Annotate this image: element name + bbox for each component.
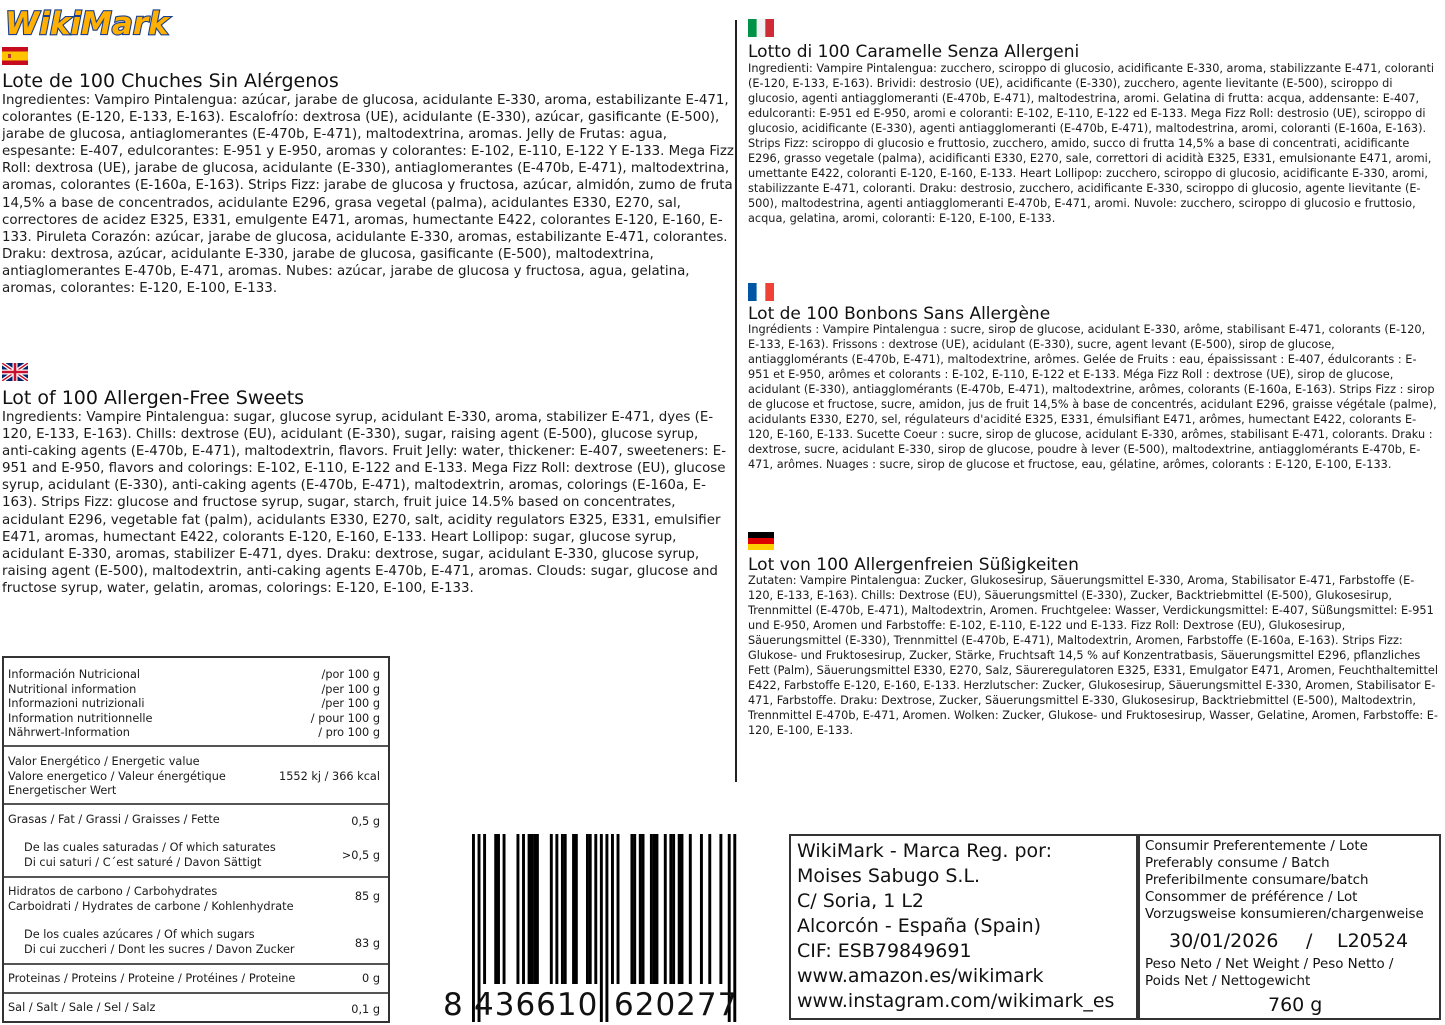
protein-value: 0 g	[362, 972, 380, 985]
lot-info-box	[1138, 834, 1441, 1020]
table-divider	[4, 963, 388, 965]
barcode-bar	[611, 834, 614, 984]
en-title: Lot of 100 Allergen-Free Sweets	[2, 387, 305, 409]
lot-label: Consumir Preferentemente / Lote	[1145, 839, 1368, 854]
de-title: Lot von 100 Allergenfreien Süßigkeiten	[748, 555, 1079, 575]
barcode-bar	[561, 834, 564, 984]
lot-label: Preferibilmente consumare/batch	[1145, 873, 1369, 888]
instagram-link: www.instagram.com/wikimark_es	[797, 990, 1115, 1012]
batch-number: L20524	[1337, 930, 1409, 952]
company-line: CIF: ESB79849691	[797, 940, 972, 962]
barcode-bar	[719, 834, 722, 984]
barcode-bar	[639, 834, 642, 984]
table-divider	[4, 803, 388, 805]
barcode-bar	[483, 834, 486, 984]
lot-label: Consommer de préférence / Lot	[1145, 890, 1358, 905]
date-batch-separator: /	[1306, 930, 1313, 952]
barcode-bar	[605, 834, 608, 1022]
barcode-bar	[530, 834, 533, 984]
barcode-bar	[681, 834, 684, 984]
de-ingredients: Zutaten: Vampire Pintalengua: Zucker, Glukosesirup, Säuerungsmittel E-330, Aroma, Stabilisator E-471, Farbstoffe (E-120, E-133, E-163). Chills: Dextrose (EU), Säuerungsmittel (E-330), Zucker, Backtriebmittel (E-500), Glukosesirup, Trennmittel (E-470b, E-471), Maltodextrin, Aromen. Fruchtgelee: Wasser, Verdickungsmittel: E-407, Süßungsmittel: E-951 und E-950, Aromen und Farbstoffe: E-102, E-110, E-122 und E-133. Fizz Roll: Dextrose (EU), Glukosesirup, Säuerungsmittel (E-330), Trennmittel (E-470b, E-471), Maltodextrin, Aromen, Farbstoffe (E-160a, E-163). Strips Fizz: Glukose- und Fruktosesirup, Zucker, Stärke, Fruchtsaft 14,5 % auf Konzentratbasis, Säuerungsmittel E296, pflanzliches Fett (Palm), Säuerungsmittel E330, E270, Salz, Säureregulatoren E325, E331, Emulgator E471, Aromen, Feuchthaltemittel E422, Farbstoffe E-120, E-160, E-133. Herzlutscher: Zucker, Glukosesirup, Säuerungsmittel E-330, Aromen, Stabilisator E-471, Farbstoffe. Draku: Dextrose, Zucker, Säuerungsmittel E-330, Glukosesirup, Backtriebmittel (E-500), Maltodextrin, Trennmittel E-470b, E-471, Aromen. Wolken: Zucker, Glukose- und Fruktosesirup, Wasser, Gelatine, Aromen, Farbstoffe: E-120, E-100, E-133.	[748, 574, 1439, 737]
barcode-bar	[708, 834, 711, 984]
barcode-bar	[655, 834, 658, 984]
barcode-bar	[589, 834, 592, 984]
sugars-value: 83 g	[354, 936, 380, 950]
barcode-bar	[689, 834, 692, 984]
barcode-bar	[642, 834, 645, 984]
barcode-bar	[700, 834, 703, 984]
barcode-bar	[564, 834, 567, 984]
carbs-value: 85 g	[354, 890, 380, 903]
net-weight-value: 760 g	[1268, 994, 1323, 1016]
column-divider	[735, 20, 737, 782]
saturates-value: >0,5 g	[341, 848, 380, 862]
company-info-box	[789, 834, 1138, 1020]
en-ingredients: Ingredients: Vampire Pintalengua: sugar, glucose syrup, acidulant E-330, aroma, stabilizer E-471, dyes (E-120, E-133, E-163). Chills: dextrose (EU), acidulant (E-330), sugar, raising agent (E-500), glucose syrup, anti-caking agents (E-470b, E-471), maltodextrin, flavors. Fruit Jelly: water, thickener: E-407, sweeteners: E-951 and E-950, flavors and colorings: E-102, E-110, E-122 and E-133. Mega Fizz Roll: dextrose (EU), glucose syrup, acidulant (E-330), anti-caking agents (E-470b, E-471), maltodextrin, aromas, colorings (E-160a, E-163). Strips Fizz: glucose and fructose syrup, sugar, starch, fruit juice 14.5% based on concentrates, acidulant E296, vegetable fat (palm), acidulants E330, E270, salt, acidity regulators E325, E331, emulsifier E471, aromas, humectant E422, colorants E-120, E-160, E-133. Heart Lollipop: sugar, glucose syrup, acidulant E-330, aromas, stabilizer E-471, dyes. Draku: dextrose, sugar, acidulant E-330, glucose syrup, raising agent (E-500), maltodextrin, anti-caking agents E-470b, E-471, aromas. Clouds: sugar, glucose and fructose syrup, water, gelatin, aromas, colorings: E-120, E-100, E-133.	[2, 410, 727, 596]
barcode-bar	[678, 834, 681, 984]
it-ingredients: Ingredienti: Vampire Pintalengua: zucchero, sciroppo di glucosio, acidificante E-330, aroma, stabilizzante E-471, coloranti (E-120, E-133, E-163). Brividi: destrosio (UE), acidificante (E-330), zucchero, agente lievitante (E-500), sciroppo di glucosio, agenti antiagglomeranti (E-470b, E-471), maltodestrina, aromi. Gelatina di frutta: acqua, addensante: E-407, edulcoranti: E-951 ed E-950, aromi e coloranti: E-102, E-110, E-122 ed E-133. Mega Fizz Roll: destrosio (UE), sciroppo di glucosio, acidificante (E-330), agenti antiagglomeranti (E-470b, E-471), maltodestrina, aromi, coloranti (E-160a, E-163). Strips Fizz: sciroppo di glucosio e fruttosio, zucchero, amido, succo di frutta 14,5% a base di concentrati, acidificante E296, grasso vegetale (palma), acidificanti E330, E270, sale, correttori di acidità E325, E331, emulsionante E471, aromi, umettante E422, coloranti E-120, E-160, E-133. Heart Lollipop: zucchero, sciroppo di glucosio, acidificante E-330, aromi, stabilizzante E-471, coloranti. Draku: destrosio, zucchero, acidificante E-330, sciroppo di glucosio, agente lievitante (E-500), maltodestrina, agenti antiagglomeranti E-470b, E-471, aromi. Nuvole: zucchero, sciroppo di glucosio e fruttosio, acqua, gelatina, aromi, coloranti: E-120, E-100, E-133.	[748, 62, 1435, 225]
barcode-bar	[594, 834, 597, 984]
net-weight-label: Peso Neto / Net Weight / Peso Netto /	[1145, 957, 1394, 972]
barcode-bar	[572, 834, 575, 984]
barcode-bar	[555, 834, 558, 984]
barcode-bar	[633, 834, 636, 984]
amazon-link: www.amazon.es/wikimark	[797, 965, 1044, 987]
barcode-digit-first: 8	[443, 987, 463, 1023]
company-line: WikiMark - Marca Reg. por:	[797, 840, 1053, 862]
uk-flag-icon	[2, 363, 28, 381]
italy-flag-icon	[748, 19, 774, 37]
barcode-digits-right: 620277	[614, 987, 739, 1023]
company-line: Alcorcón - España (Spain)	[797, 915, 1042, 937]
it-title: Lotto di 100 Caramelle Senza Allergeni	[748, 42, 1080, 62]
barcode-bar	[653, 834, 656, 984]
barcode-bar	[600, 834, 603, 1022]
energy-value: 1552 kj / 366 kcal	[279, 769, 380, 783]
table-divider	[4, 876, 388, 878]
barcode-bar	[494, 834, 497, 984]
barcode-bar	[533, 834, 536, 984]
barcode-bar	[669, 834, 672, 984]
barcode-bar	[575, 834, 578, 984]
es-ingredients: Ingredientes: Vampiro Pintalengua: azúcar, jarabe de glucosa, acidulante E-330, aroma, estabilizante E-471, colorantes (E-120, E-133, E-163). Escalofrío: dextrosa (UE), acidulante (E-330), azúcar, gasificante (E-500), jarabe de glucosa, antiaglomerantes (E-470b, E-471), maltodextrina, aromas. Jelly de Frutas: agua, espesante: E-407, edulcorantes: E-951 y E-950, aromas y colorantes: E-102, E-110, E-122 Y E-133. Mega Fizz Roll: dextrosa (UE), jarabe de glucosa, acidulante (E-330), antiaglomerantes (E-470b, E-471), maltodextrina, aromas, colorantes (E-160a, E-163). Strips Fizz: jarabe de glucosa y fructosa, azúcar, almidón, zumo de fruta 14,5% a base de concentrados, acidulante E296, grasa vegetal (palma), acidulantes E330, E270, sal, correctores de acidez E325, E331, emulgente E471, aromas, humectante E422, colorantes E-120, E-160, E-133. Piruleta Corazón: azúcar, jarabe de glucosa, acidulante E-330, aromas, estabilizante E-471, colorantes. Draku: dextrosa, azúcar, acidulante E-330, jarabe de glucosa, gasificante (E-500), maltodextrina, antiaglomerantes E-470b, E-471, aromas. Nubes: azúcar, jarabe de glucosa y fructosa, agua, gelatina, aromas, colorantes: E-120, E-100, E-133.	[2, 93, 734, 297]
fat-value: 0,5 g	[351, 815, 380, 828]
salt-value: 0,1 g	[351, 1003, 380, 1016]
logo-text: WikiMark	[5, 6, 169, 42]
barcode-digits-left: 436610	[474, 987, 599, 1023]
barcode-bar	[497, 834, 500, 984]
company-line: Moises Sabugo S.L.	[797, 865, 981, 887]
net-weight-label: Poids Net / Nettogewicht	[1145, 974, 1311, 989]
barcode-bar	[617, 834, 620, 984]
barcode-bar	[522, 834, 525, 984]
germany-flag-icon	[748, 532, 774, 550]
barcode-bar	[586, 834, 589, 984]
barcode-bar	[536, 834, 539, 984]
barcode-bar	[503, 834, 506, 984]
table-divider	[4, 992, 388, 994]
barcode-bar	[664, 834, 667, 984]
lot-label: Vorzugsweise konsumieren/chargenweise	[1145, 907, 1424, 922]
barcode-bar	[630, 834, 633, 984]
lot-label: Preferably consume / Batch	[1145, 856, 1330, 871]
table-divider	[4, 745, 388, 747]
barcode-bar	[550, 834, 553, 984]
nutrition-table: Información Nutricional /por 100 g Nutritional information /per 100 g Informazioni nutrizionali /per 100 g Information nutritionnelle / pour 100 g Nährwert-Information / pro 100 g Valor Energético / Energetic value Valore energetico / Valeur énergétique 1552 kj / 366 kcal Energetischer Wert Grasas / Fat / Grassi / Graisses / Fette 0,5 g De las cuales saturadas / Of which saturates Di cui saturi / C´est saturé / Davon Sättigt >0,5 g Hidratos de carbono / Carbohydrates 85 g Carboidrati / Hydrates de carbone / Kohlenhydrate De los cuales azúcares / Of which sugars Di cui zuccheri / Dont les sucres / Davon Zucker 83 g Proteinas / Proteins / Proteine / Protéines / Proteine 0 g Sal / Salt / Sale / Sel / Salz 0,1 g	[2, 656, 390, 1023]
fr-ingredients: Ingrédients : Vampire Pintalengua : sucre, sirop de glucose, acidulant E-330, arôme, stabilisant E-471, colorants (E-120, E-133, E-163). Frissons : dextrose (UE), acidulant (E-330), sucre, agent levant (E-500), sirop de glucose, antiagglomérants (E-470b, E-471), maltodextrine, arômes. Gelée de Fruits : eau, épaississant : E-407, édulcorants : E-951 et E-950, arômes et colorants : E-102, E-110, E-122 et E-133. Méga Fizz Roll : dextrose (UE), sirop de glucose, acidulant (E-330), antiagglomérants (E-470b, E-471), maltodextrine, arômes, colorants (E-160a, E-163). Strips Fizz : sirop de glucose et fructose, sucre, amidon, jus de fruit 14,5% à base de concentrés, acidulant E296, graisse végétale (palme), acidulants E330, E270, sel, régulateurs d'acidité E325, E331, émulsifiant E471, arômes, humectant E422, colorants E-120, E-160, E-133. Sucette Coeur : sucre, sirop de glucose, acidulant E-330, arômes, stabilisant E-471, colorants. Draku : dextrose, sucre, acidulant E-330, sirop de glucose, poudre à lever (E-500), maltodextrine, antiagglomérants E-470b, E-471, arômes. Nuages : sucre, sirop de glucose et fructose, eau, gélatine, arômes, colorants : E-120, E-100, E-133.	[748, 323, 1437, 471]
barcode-bar	[650, 834, 653, 984]
best-before-date: 30/01/2026	[1169, 930, 1279, 952]
barcode-bar	[672, 834, 675, 984]
spain-flag-icon	[2, 47, 28, 65]
es-title: Lote de 100 Chuches Sin Alérgenos	[2, 70, 339, 92]
company-line: C/ Soria, 1 L2	[797, 890, 925, 912]
barcode-bar	[516, 834, 519, 984]
france-flag-icon	[748, 283, 774, 301]
fr-title: Lot de 100 Bonbons Sans Allergène	[748, 304, 1051, 324]
wikimark-logo	[2, 2, 174, 42]
barcode-bar	[528, 834, 531, 984]
